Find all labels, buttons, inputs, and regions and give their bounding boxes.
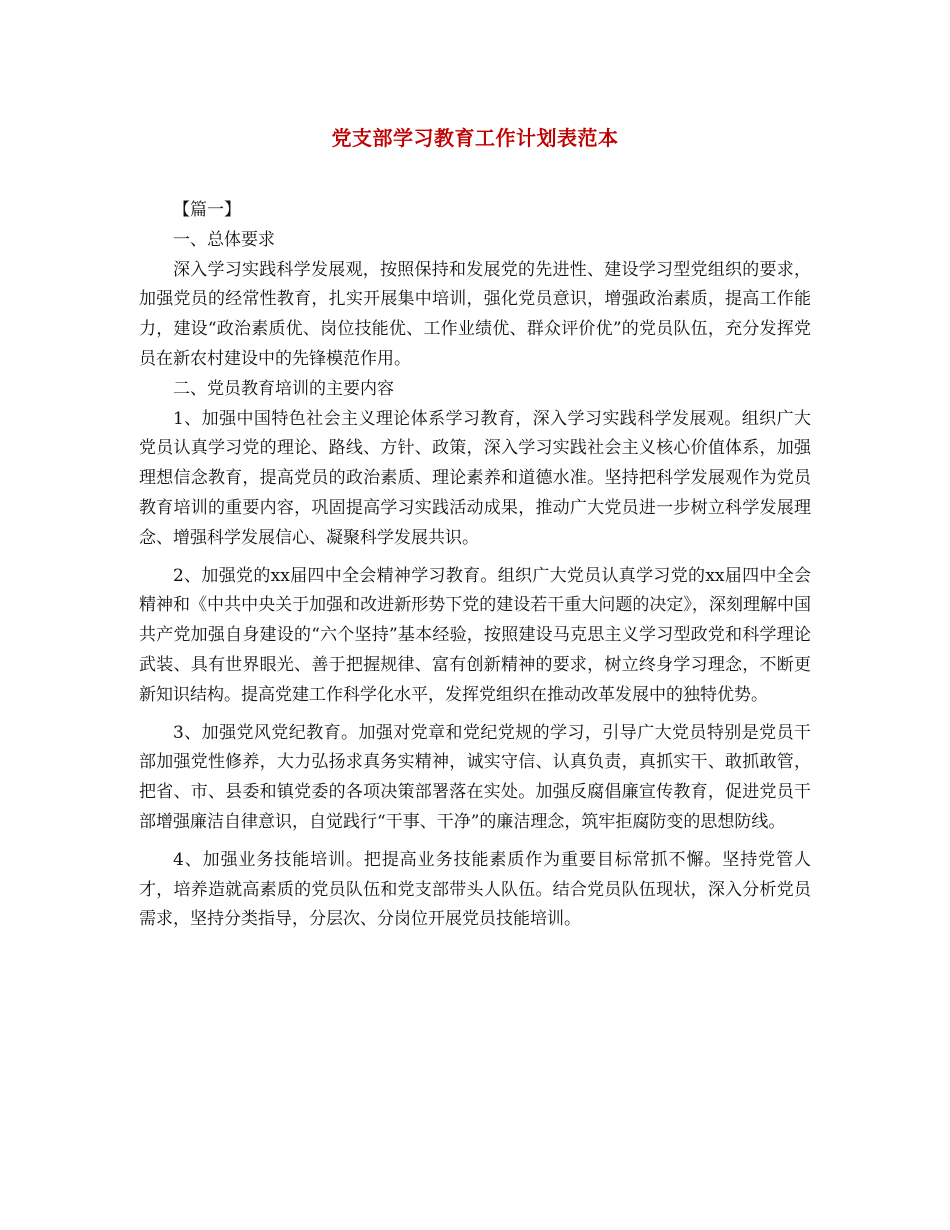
document-body <box>139 196 811 935</box>
document-title: 党支部学习教育工作计划表范本 <box>331 126 619 150</box>
heading-main-content: 二、党员教育培训的主要内容 <box>173 378 394 399</box>
heading-overall-requirements: 一、总体要求 <box>173 229 275 250</box>
paragraph-item-2: 2、加强党的xx届四中全会精神学习教育。组织广大党员认真学习党的xx届四中全会精神和《中共中央关于加强和改进新形势下党的建设若干重大问题的决定》，深刻理解中国共产党加强自身建设的“六个坚持”基本经验，按照建设马克思主义学习型政党和科学理论武装、具有世界眼光、善于把握规律、富有创新精神的要求，树立终身学习理念，不断更新知识结构。提高党建工作科学化水平，发挥党组织在推动改革发展中的独特优势。 <box>139 565 811 705</box>
paragraph-item-3: 3、加强党风党纪教育。加强对党章和党纪党规的学习，引导广大党员特别是党员干部加强党性修养，大力弘扬求真务实精神，诚实守信、认真负责，真抓实干、敢抓敢管，把省、市、县委和镇党委的各项决策部署落在实处。加强反腐倡廉宣传教育，促进党员干部增强廉洁自律意识，自觉践行“干事、干净”的廉洁理念，筑牢拒腐防变的思想防线。 <box>139 722 811 832</box>
paragraph-overall-requirements: 深入学习实践科学发展观，按照保持和发展党的先进性、建设学习型党组织的要求，加强党员的经常性教育，扎实开展集中培训，强化党员意识，增强政治素质，提高工作能力，建设“政治素质优、岗位技能优、工作业绩优、群众评价优”的党员队伍，充分发挥党员在新农村建设中的先锋模范作用。 <box>139 259 811 369</box>
section-label: 【篇一】 <box>173 200 241 220</box>
paragraph-item-4: 4、加强业务技能培训。把提高业务技能素质作为重要目标常抓不懈。坚持党管人才，培养造就高素质的党员队伍和党支部带头人队伍。结合党员队伍现状，深入分析党员需求，坚持分类指导，分层次、分岗位开展党员技能培训。 <box>139 849 811 930</box>
paragraph-item-1: 1、加强中国特色社会主义理论体系学习教育，深入学习实践科学发展观。组织广大党员认真学习党的理论、路线、方针、政策，深入学习实践社会主义核心价值体系，加强理想信念教育，提高党员的政治素质、理论素养和道德水准。坚持把科学发展观作为党员教育培训的重要内容，巩固提高学习实践活动成果，推动广大党员进一步树立科学发展理念、增强科学发展信心、凝聚科学发展共识。 <box>139 408 811 548</box>
